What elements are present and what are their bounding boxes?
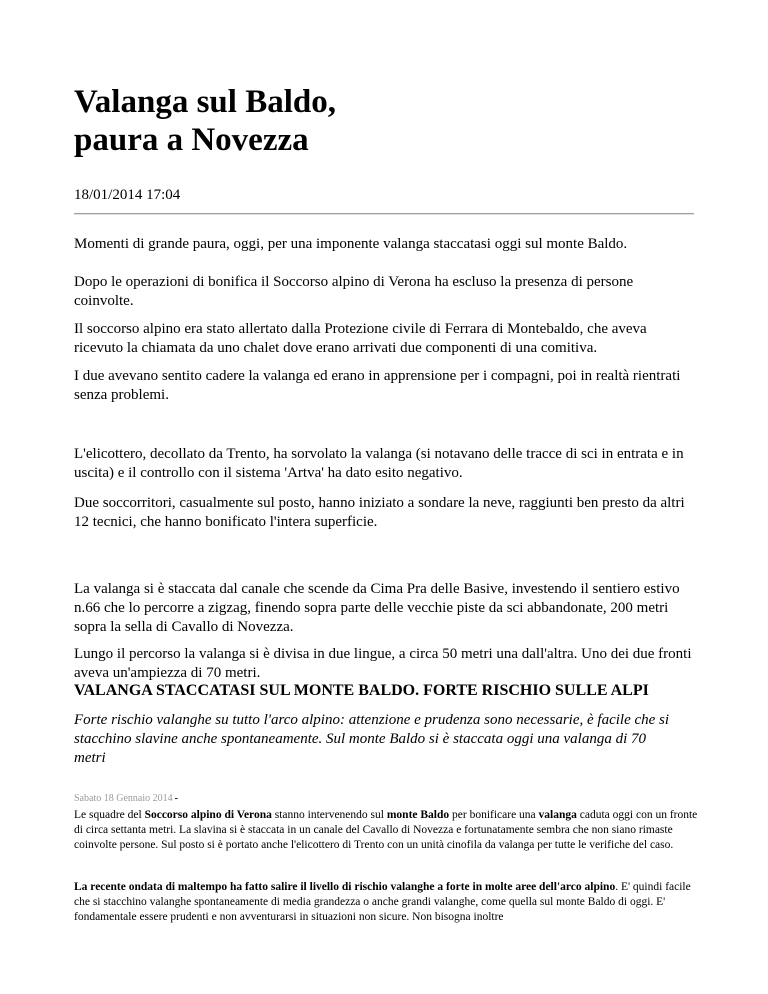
article-date: 18/01/2014 17:04 [74, 187, 181, 203]
article-paragraph: L'elicottero, decollato da Trento, ha sorvolato la valanga (si notavano delle tracce di sci in entrata e in uscita) e il controllo con il sistema 'Artva' ha dato esito negativo. [74, 446, 684, 481]
related-heading: VALANGA STACCATASI SUL MONTE BALDO. FORTE RISCHIO SULLE ALPI [74, 682, 649, 699]
text: per bonificare una [449, 809, 539, 821]
article-paragraph: Il soccorso alpino era stato allertato dalla Protezione civile di Ferrara di Montebaldo, che aveva ricevuto la chiamata da uno chalet dove erano arrivati due componenti di una comitiva. [74, 321, 647, 356]
article-title-line-1: Valanga sul Baldo, [74, 84, 336, 120]
related-lead: Forte rischio valanghe su tutto l'arco alpino: attenzione e prudenza sono necessarie, è facile che si stacchino slavine anche spontaneamente. Sul monte Baldo si è staccata oggi una valanga di 70 metri [74, 712, 670, 766]
article-title [74, 83, 694, 159]
related-date: Sabato 18 Gennaio 2014 [74, 793, 173, 804]
text: . E' quindi facile che si stacchino valanghe spontaneamente di media grandezza o anche grandi valanghe, come quella sul monte Baldo di oggi. E' fondamentale essere prudenti e non avventurarsi in situazioni non sicure. Non bisogna inoltre [74, 881, 691, 923]
article-paragraph: Lungo il percorso la valanga si è divisa in due lingue, a circa 50 metri una dall'altra. Uno dei due fronti aveva un'ampiezza di 70 metri. [74, 646, 692, 681]
related-meta [74, 793, 178, 805]
bold-text: valanga [538, 809, 577, 821]
divider [74, 213, 694, 215]
article-paragraph: Momenti di grande paura, oggi, per una imponente valanga staccatasi oggi sul monte Baldo. [74, 236, 628, 252]
article-title-line-2: paura a Novezza [74, 122, 309, 158]
text: caduta oggi con un fronte di circa settanta metri. La slavina si è staccata in un canale del Cavallo di Novezza e fortunatamente sembra che non siano rimaste coinvolte persone. Sul posto si è portato anche l'elicottero di Trento con un unità cinofila da valanga per tutte le verifiche del caso. [74, 809, 698, 851]
bold-text: La recente ondata di maltempo ha fatto salire il livello di rischio valanghe a forte in molte aree dell'arco alpino [74, 881, 616, 893]
related-paragraph-2 [74, 880, 699, 925]
bold-text: Soccorso alpino di Verona [144, 809, 272, 821]
article-paragraph: Dopo le operazioni di bonifica il Soccorso alpino di Verona ha escluso la presenza di persone coinvolte. [74, 274, 634, 309]
bold-text: monte Baldo [386, 809, 450, 821]
article-paragraph: I due avevano sentito cadere la valanga ed erano in apprensione per i compagni, poi in realtà rientrati senza problemi. [74, 368, 681, 403]
text: stanno intervenendo sul [271, 809, 387, 821]
meta-separator: - [174, 793, 178, 804]
related-paragraph-1 [74, 808, 699, 853]
article-paragraph: Due soccorritori, casualmente sul posto, hanno iniziato a sondare la neve, raggiunti ben presto da altri 12 tecnici, che hanno bonificato l'intera superficie. [74, 495, 685, 530]
text: Le squadre del [74, 809, 145, 821]
article-paragraph: La valanga si è staccata dal canale che scende da Cima Pra delle Basive, investendo il sentiero estivo n.66 che lo percorre a zigzag, finendo sopra parte delle vecchie piste da sci abbandonate, 200 metri sopra la sella di Cavallo di Novezza. [74, 581, 680, 635]
